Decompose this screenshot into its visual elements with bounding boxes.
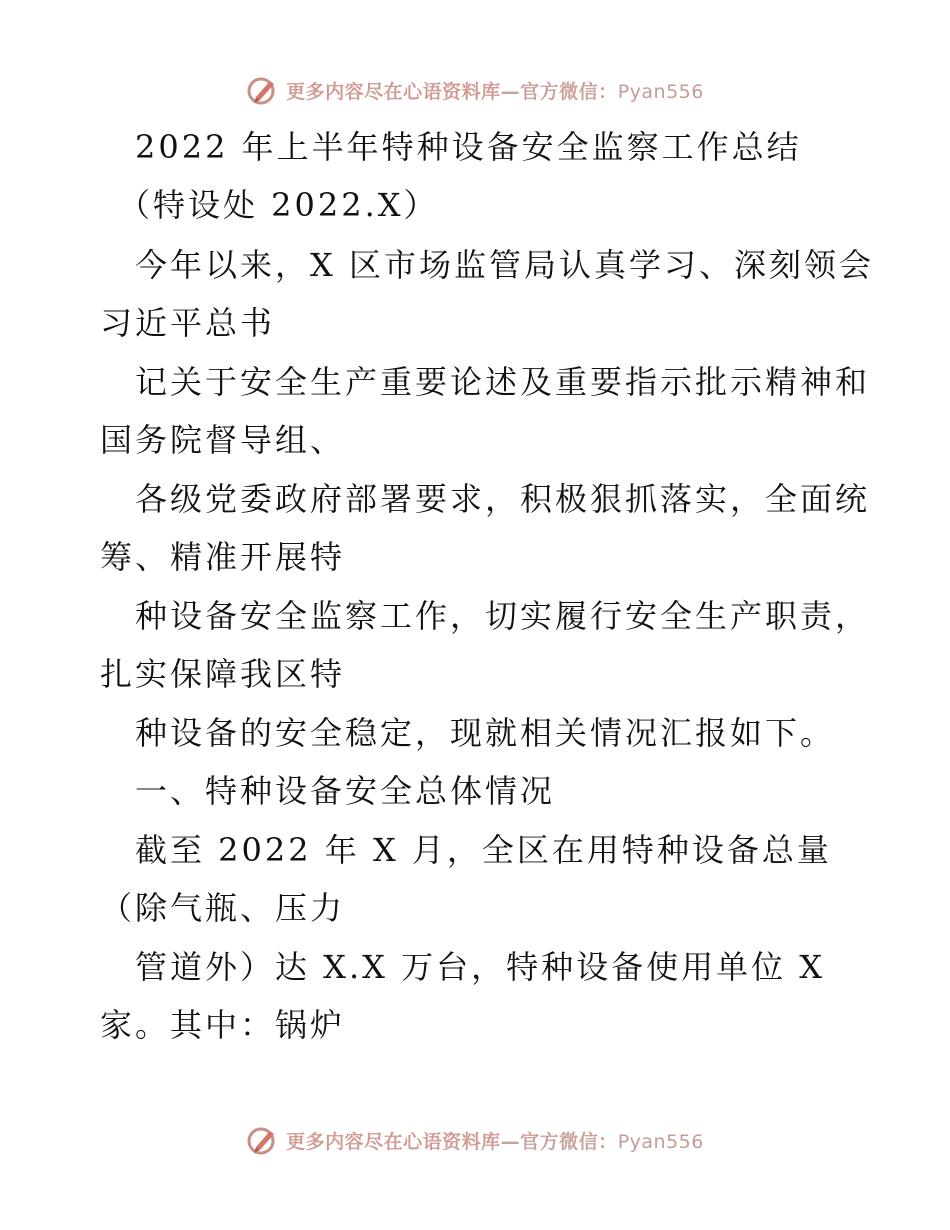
- watermark-id: Pyan556: [617, 1130, 704, 1153]
- document-title: 2022 年上半年特种设备安全监察工作总结: [135, 128, 802, 166]
- watermark-group: [246, 1123, 704, 1157]
- watermark-suffix: 官方微信：: [520, 80, 618, 103]
- footer-watermark: [0, 1120, 950, 1160]
- watermark-suffix: 官方微信：: [520, 1130, 618, 1153]
- watermark-text: [286, 1127, 704, 1154]
- paragraph-line: 种设备的安全稳定，现就相关情况汇报如下。: [135, 714, 836, 752]
- watermark-dash: —: [500, 80, 521, 103]
- watermark-group: [246, 73, 704, 107]
- watermark-text: [286, 77, 704, 104]
- header-watermark: [0, 70, 950, 110]
- paragraph-line: 各级党委政府部署要求，积极狠抓落实，全面统: [135, 480, 871, 518]
- paragraph-line: 种设备安全监察工作，切实履行安全生产职责，: [135, 597, 871, 635]
- paragraph-line: 扎实保障我区特: [100, 655, 346, 693]
- watermark-id: Pyan556: [617, 80, 704, 103]
- pen-logo-icon: [246, 1123, 280, 1157]
- paragraph-line: 截至 2022 年 X 月，全区在用特种设备总量: [135, 831, 832, 869]
- watermark-dash: —: [500, 1130, 521, 1153]
- watermark-main: 更多内容尽在心语资料库: [286, 80, 501, 103]
- paragraph-line: 习近平总书: [100, 304, 276, 342]
- paragraph-line: （除气瓶、压力: [100, 889, 346, 927]
- paragraph-line: 筹、精准开展特: [100, 538, 346, 576]
- paragraph-line: 家。其中：锅炉: [100, 1006, 346, 1044]
- paragraph-line: 记关于安全生产重要论述及重要指示批示精神和: [135, 363, 871, 401]
- paragraph-line: 管道外）达 X.X 万台，特种设备使用单位 X: [135, 948, 826, 986]
- pen-logo-icon: [246, 73, 280, 107]
- watermark-main: 更多内容尽在心语资料库: [286, 1130, 501, 1153]
- document-subtitle: （特设处 2022.X）: [118, 186, 439, 224]
- paragraph-line: 今年以来，X 区市场监管局认真学习、深刻领会: [135, 246, 874, 284]
- section-heading: 一、特种设备安全总体情况: [135, 772, 556, 810]
- paragraph-line: 国务院督导组、: [100, 421, 346, 459]
